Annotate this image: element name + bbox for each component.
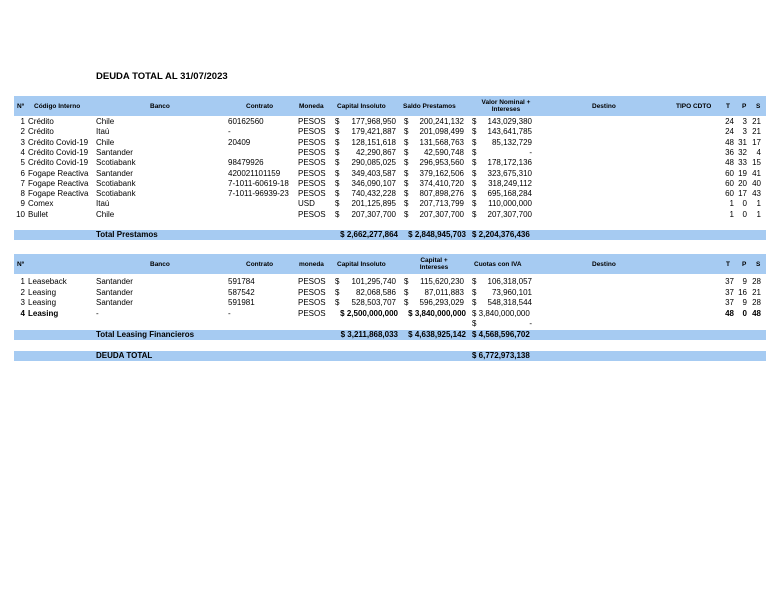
row-saldo: 201,098,499 (419, 127, 464, 137)
row-capital: 349,403,587 (351, 168, 396, 178)
row-t: 37 (725, 287, 734, 297)
leasing-header-capint (404, 257, 464, 271)
leasing-header-moneda: moneda (299, 261, 324, 268)
leasing-header-banco: Banco (150, 261, 170, 268)
row-capital: 82,068,586 (355, 287, 396, 297)
row-s: 17 (752, 137, 761, 147)
table-row (14, 117, 766, 127)
leasing-extra-dollar: $ (472, 319, 477, 328)
row-contrato: 98479926 (228, 158, 264, 168)
header-t: T (726, 103, 730, 110)
row-contrato: 7-1011-60619-18 (228, 178, 289, 188)
row-s: 4 (756, 147, 761, 157)
row-t: 1 (729, 199, 734, 209)
row-number: 2 (20, 287, 25, 297)
row-contrato: 7-1011-96939-23 (228, 189, 289, 199)
row-capital: 177,968,950 (351, 117, 396, 126)
row-moneda: PESOS (298, 178, 326, 188)
row-codigo: Bullet (28, 209, 49, 219)
row-capital: 346,090,107 (351, 178, 396, 188)
row-moneda: PESOS (298, 209, 326, 219)
row-codigo: Leasing (28, 298, 57, 307)
header-tipo-cdto: TIPO CDTO (676, 103, 712, 110)
row-capital-dollar: $ (335, 137, 340, 147)
leasing-header-capint-line1: Capital + (420, 257, 448, 264)
row-p: 19 (738, 168, 747, 178)
leasing-header-p: P (742, 261, 747, 268)
header-valor-nominal (473, 99, 539, 113)
header-saldo: Saldo Prestamos (403, 103, 456, 110)
row-t: 48 (725, 137, 734, 147)
row-moneda: PESOS (298, 168, 326, 178)
table-row (14, 189, 766, 199)
row-moneda: PESOS (298, 277, 326, 286)
row-t: 36 (725, 147, 734, 157)
row-moneda: PESOS (298, 308, 326, 318)
row-capital: 290,085,025 (351, 158, 396, 168)
row-p: 31 (738, 137, 747, 147)
row-capint: 87,011,883 (424, 287, 464, 297)
header-capital: Capital Insoluto (337, 103, 386, 110)
row-capital-dollar: $ (335, 199, 340, 209)
leasing-total-capint: $ 4,638,925,142 (408, 330, 466, 339)
row-t: 37 (725, 277, 734, 286)
header-n: Nº (17, 103, 25, 110)
leasing-header-s: S (756, 261, 761, 268)
table-row (14, 127, 766, 137)
table-row (14, 309, 766, 319)
row-valor: 323,675,310 (487, 168, 532, 178)
leasing-header-destino: Destino (592, 261, 616, 268)
row-s: 28 (752, 298, 761, 307)
row-moneda: PESOS (298, 189, 326, 199)
row-saldo: 807,898,276 (419, 189, 464, 199)
table-row (14, 298, 766, 308)
row-moneda: PESOS (298, 137, 326, 147)
row-cuotas: 73,960,101 (491, 287, 532, 297)
row-s: 1 (756, 209, 761, 219)
row-capital: 101,295,740 (351, 277, 396, 286)
row-number: 10 (16, 209, 25, 219)
row-codigo: Fogape Reactiva (28, 189, 89, 199)
row-banco: - (96, 308, 99, 318)
row-capital: 128,151,618 (351, 137, 396, 147)
row-s: 43 (752, 189, 761, 199)
row-p: 3 (742, 127, 747, 137)
row-banco: Scotiabank (96, 189, 136, 199)
row-capital-dollar: $ (335, 127, 340, 137)
row-capint-dollar: $ (404, 277, 409, 286)
header-contrato: Contrato (246, 103, 274, 110)
row-valor: 110,000,000 (488, 199, 532, 209)
row-codigo: Crédito (28, 117, 54, 126)
row-codigo: Crédito Covid-19 (28, 147, 89, 157)
row-valor: 695,168,284 (487, 189, 532, 199)
leasing-header-band (14, 254, 766, 274)
row-saldo: 379,162,506 (419, 168, 464, 178)
leasing-header-cuotas: Cuotas con IVA (474, 261, 522, 268)
row-banco: Chile (96, 209, 115, 219)
leasing-total-cuotas: $ 4,568,596,702 (472, 330, 530, 339)
row-capint: 596,293,029 (419, 298, 464, 307)
header-moneda: Moneda (299, 103, 324, 110)
row-p: 33 (738, 158, 747, 168)
prestamos-header-band (14, 96, 766, 116)
table-row (14, 199, 766, 209)
row-saldo: 200,241,132 (419, 117, 464, 126)
row-moneda: USD (298, 199, 315, 209)
row-p: 9 (742, 277, 747, 286)
row-number: 4 (20, 308, 25, 318)
row-capint: 115,620,230 (420, 277, 464, 286)
row-contrato: 587542 (228, 287, 255, 297)
row-banco: Santander (96, 168, 133, 178)
row-saldo: 131,568,763 (419, 137, 464, 147)
row-t: 24 (725, 127, 734, 137)
row-number: 1 (20, 117, 25, 126)
leasing-header-n: Nº (17, 261, 25, 268)
leasing-header-t: T (726, 261, 730, 268)
row-banco: Santander (96, 298, 133, 307)
row-valor: - (529, 147, 532, 157)
row-saldo-dollar: $ (404, 199, 409, 209)
row-moneda: PESOS (298, 127, 326, 137)
prestamos-total-valor: $ 2,204,376,436 (472, 230, 530, 239)
row-codigo: Leaseback (28, 277, 67, 286)
prestamos-total-capital: $ 2,662,277,864 (340, 230, 398, 239)
row-capital-dollar: $ (335, 147, 340, 157)
row-saldo-dollar: $ (404, 209, 409, 219)
table-row (14, 179, 766, 189)
row-saldo-dollar: $ (404, 147, 409, 157)
row-number: 4 (20, 147, 25, 157)
row-number: 3 (20, 137, 25, 147)
row-capital-dollar: $ (335, 287, 340, 297)
row-s: 21 (752, 287, 761, 297)
row-t: 60 (725, 178, 734, 188)
row-s: 21 (752, 127, 761, 137)
table-row (14, 210, 766, 220)
row-cuotas: 106,318,057 (487, 277, 532, 286)
row-saldo-dollar: $ (404, 178, 409, 188)
row-s: 1 (756, 199, 761, 209)
row-valor: 143,029,380 (487, 117, 532, 126)
row-s: 41 (752, 168, 761, 178)
leasing-header-capital: Capital Insoluto (337, 261, 386, 268)
table-row (14, 288, 766, 298)
row-capital: 179,421,887 (351, 127, 396, 137)
row-valor-dollar: $ (472, 189, 477, 199)
row-number: 7 (20, 178, 25, 188)
row-t: 48 (725, 158, 734, 168)
row-cuotas: 548,318,544 (487, 298, 532, 307)
row-banco: Santander (96, 287, 133, 297)
row-capint-dollar: $ (404, 287, 409, 297)
row-cuotas: $ 3,840,000,000 (472, 308, 530, 318)
leasing-total-capital: $ 3,211,868,033 (340, 330, 398, 339)
leasing-header-capint-line2: Intereses (419, 264, 449, 271)
row-t: 1 (729, 209, 734, 219)
row-valor-dollar: $ (472, 178, 477, 188)
row-capital: 528,503,707 (351, 298, 396, 307)
row-valor: 318,249,112 (488, 178, 532, 188)
header-destino: Destino (592, 103, 616, 110)
row-t: 37 (725, 298, 734, 307)
row-valor: 207,307,700 (487, 209, 532, 219)
report-title: DEUDA TOTAL AL 31/07/2023 (96, 71, 228, 82)
leasing-total-band (14, 330, 766, 340)
row-contrato: - (228, 127, 231, 137)
row-banco: Itaú (96, 199, 110, 209)
row-banco: Santander (96, 277, 133, 286)
row-saldo-dollar: $ (404, 137, 409, 147)
row-p: 0 (742, 209, 747, 219)
header-valor-line2: Intereses (491, 106, 521, 113)
table-row (14, 169, 766, 179)
leasing-total-label: Total Leasing Financieros (96, 330, 195, 339)
row-capital-dollar: $ (335, 178, 340, 188)
row-moneda: PESOS (298, 117, 326, 126)
deuda-total-band (14, 351, 766, 361)
leasing-extra-row (14, 319, 766, 329)
row-p: 0 (742, 199, 747, 209)
row-saldo-dollar: $ (404, 158, 409, 168)
row-saldo-dollar: $ (404, 117, 409, 126)
row-valor-dollar: $ (472, 137, 477, 147)
row-s: 48 (752, 308, 761, 318)
row-saldo: 296,953,560 (419, 158, 464, 168)
row-banco: Scotiabank (96, 158, 136, 168)
row-capital-dollar: $ (335, 189, 340, 199)
row-codigo: Crédito (28, 127, 54, 137)
row-capital-dollar: $ (335, 298, 340, 307)
header-banco: Banco (150, 103, 170, 110)
row-valor-dollar: $ (472, 209, 477, 219)
row-t: 60 (725, 189, 734, 199)
header-codigo: Código Interno (34, 103, 81, 110)
header-p: P (742, 103, 747, 110)
row-contrato: 60162560 (228, 117, 264, 126)
row-number: 3 (20, 298, 25, 307)
row-moneda: PESOS (298, 147, 326, 157)
row-saldo: 374,410,720 (419, 178, 464, 188)
row-t: 24 (725, 117, 734, 126)
row-codigo: Crédito Covid-19 (28, 137, 89, 147)
row-valor-dollar: $ (472, 158, 477, 168)
row-contrato: 591981 (228, 298, 255, 307)
row-saldo: 42,590,748 (423, 147, 464, 157)
row-contrato: 420021101159 (228, 168, 281, 178)
row-s: 40 (752, 178, 761, 188)
header-valor-line1: Valor Nominal + (481, 99, 531, 106)
row-valor-dollar: $ (472, 168, 477, 178)
row-banco: Itaú (96, 127, 110, 137)
prestamos-total-label: Total Prestamos (96, 230, 158, 239)
row-number: 9 (20, 199, 25, 209)
row-moneda: PESOS (298, 298, 326, 307)
row-s: 15 (752, 158, 761, 168)
deuda-total-value: $ 6,772,973,138 (472, 351, 530, 360)
row-valor: 143,641,785 (487, 127, 532, 137)
table-row (14, 277, 766, 287)
row-cuotas-dollar: $ (472, 287, 477, 297)
row-valor-dollar: $ (472, 147, 477, 157)
row-number: 5 (20, 158, 25, 168)
row-capital-dollar: $ (335, 168, 340, 178)
row-capital-dollar: $ (335, 209, 340, 219)
row-s: 21 (752, 117, 761, 126)
row-banco: Scotiabank (96, 178, 136, 188)
table-row (14, 148, 766, 158)
row-s: 28 (752, 277, 761, 286)
prestamos-total-band (14, 230, 766, 240)
row-valor-dollar: $ (472, 127, 477, 137)
row-p: 9 (742, 298, 747, 307)
row-number: 8 (20, 189, 25, 199)
row-number: 2 (20, 127, 25, 137)
row-t: 60 (725, 168, 734, 178)
row-capital-dollar: $ (335, 117, 340, 126)
table-row (14, 138, 766, 148)
row-moneda: PESOS (298, 287, 326, 297)
row-cuotas-dollar: $ (472, 298, 477, 307)
row-codigo: Leasing (28, 287, 57, 297)
leasing-header-contrato: Contrato (246, 261, 274, 268)
row-p: 16 (738, 287, 747, 297)
row-saldo: 207,307,700 (419, 209, 464, 219)
header-s: S (756, 103, 761, 110)
row-p: 20 (738, 178, 747, 188)
row-capital-dollar: $ (335, 158, 340, 168)
row-codigo: Crédito Covid-19 (28, 158, 89, 168)
row-banco: Santander (96, 147, 133, 157)
row-valor: 85,132,729 (491, 137, 532, 147)
row-saldo-dollar: $ (404, 127, 409, 137)
row-p: 3 (742, 117, 747, 126)
row-number: 6 (20, 168, 25, 178)
row-capint: $ 3,840,000,000 (408, 308, 466, 318)
row-contrato: 20409 (228, 137, 251, 147)
row-codigo: Fogape Reactiva (28, 178, 89, 188)
row-cuotas-dollar: $ (472, 277, 477, 286)
row-number: 1 (20, 277, 25, 286)
row-capital: $ 2,500,000,000 (340, 308, 398, 318)
row-capital: 740,432,228 (351, 189, 396, 199)
row-codigo: Fogape Reactiva (28, 168, 89, 178)
row-capital: 207,307,700 (351, 209, 396, 219)
row-t: 48 (725, 308, 734, 318)
row-valor-dollar: $ (472, 199, 477, 209)
row-p: 17 (738, 189, 747, 199)
row-p: 0 (742, 308, 747, 318)
row-capint-dollar: $ (404, 298, 409, 307)
row-contrato: - (228, 308, 231, 318)
prestamos-total-saldo: $ 2,848,945,703 (408, 230, 466, 239)
row-contrato: 591784 (228, 277, 255, 286)
row-codigo: Leasing (28, 308, 59, 318)
row-banco: Chile (96, 137, 115, 147)
row-banco: Chile (96, 117, 115, 126)
row-saldo-dollar: $ (404, 168, 409, 178)
row-capital: 42,290,867 (355, 147, 396, 157)
row-capital-dollar: $ (335, 277, 340, 286)
row-capital: 201,125,895 (351, 199, 396, 209)
row-saldo-dollar: $ (404, 189, 409, 199)
deuda-total-label: DEUDA TOTAL (96, 351, 153, 360)
leasing-extra-cuotas: - (529, 319, 532, 328)
row-saldo: 207,713,799 (419, 199, 464, 209)
row-valor: 178,172,136 (487, 158, 532, 168)
table-row (14, 158, 766, 168)
row-p: 32 (738, 147, 747, 157)
row-valor-dollar: $ (472, 117, 477, 126)
row-moneda: PESOS (298, 158, 326, 168)
row-codigo: Comex (28, 199, 54, 209)
